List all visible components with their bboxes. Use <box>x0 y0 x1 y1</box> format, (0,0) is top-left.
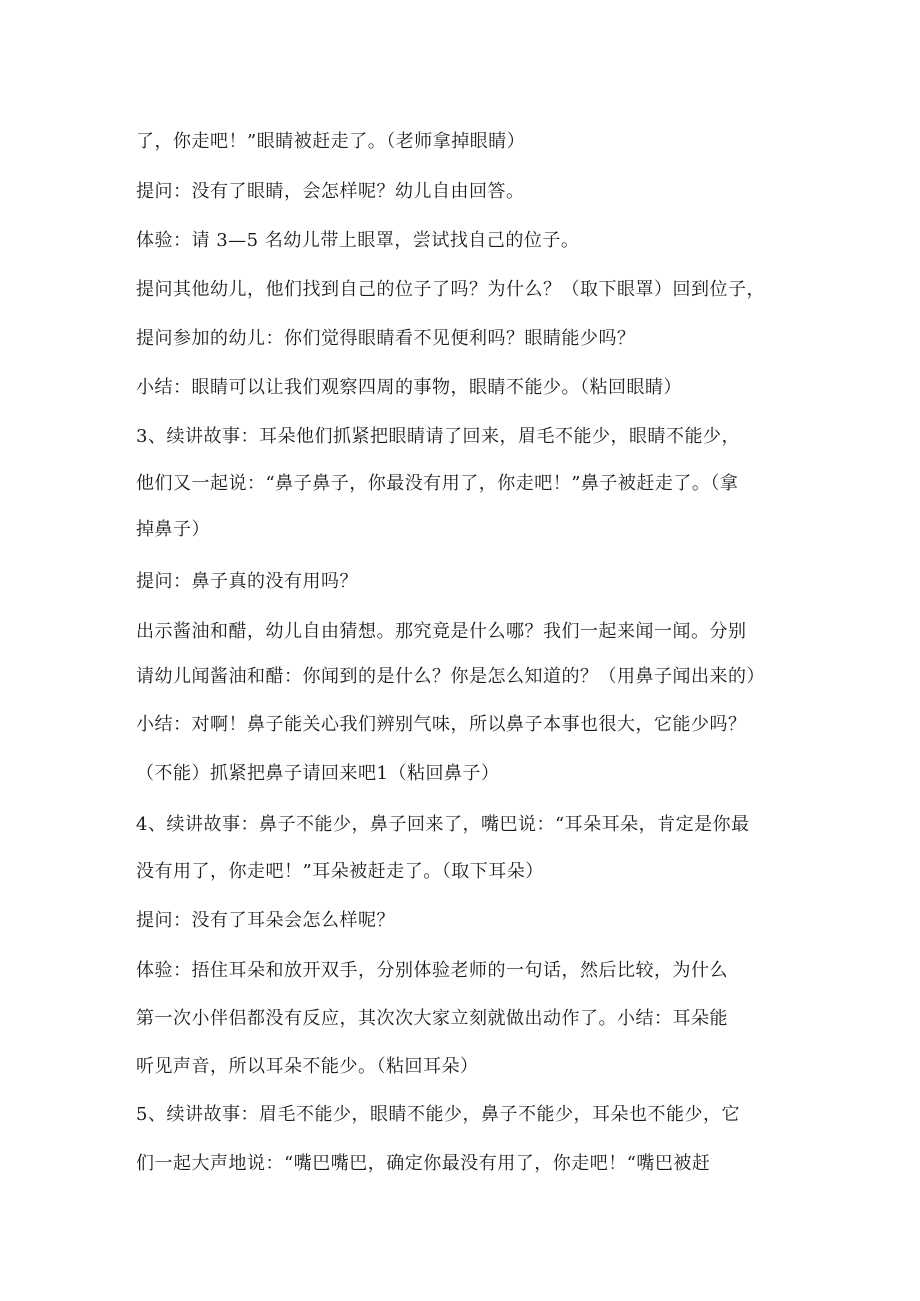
text-line: 们一起大声地说：“嘴巴嘴巴，确定你最没有用了，你走吧！“嘴巴被赶 <box>136 1153 711 1174</box>
text-line: 提问参加的幼儿：你们觉得眼睛看不见便利吗？眼睛能少吗？ <box>136 328 636 349</box>
text-line: 3、续讲故事：耳朵他们抓紧把眼睛请了回来，眉毛不能少，眼睛不能少， <box>136 426 740 447</box>
text-line: 听见声音，所以耳朵不能少。（粘回耳朵） <box>136 1056 479 1077</box>
text-line: 4、续讲故事：鼻子不能少，鼻子回来了，嘴巴说：“耳朵耳朵，肯定是你最 <box>136 814 750 835</box>
text-line: 第一次小伴侣都没有反应，其次次大家立刻就做出动作了。小结：耳朵能 <box>136 1008 728 1029</box>
text-line: 提问：鼻子真的没有用吗？ <box>136 571 358 592</box>
text-line: 体验：捂住耳朵和放开双手，分别体验老师的一句话，然后比较，为什么 <box>136 960 728 981</box>
text-line: 提问：没有了耳朵会怎么样呢？ <box>136 910 395 931</box>
text-line: 小结：对啊！鼻子能关心我们辨别气味，所以鼻子本事也很大，它能少吗？ <box>136 714 747 735</box>
text-line: 掉鼻子） <box>136 519 210 540</box>
text-line: 出示酱油和醋，幼儿自由猜想。那究竟是什么哪？我们一起来闻一闻。分别 <box>136 621 747 642</box>
text-line: 小结：眼睛可以让我们观察四周的事物，眼睛不能少。（粘回眼睛） <box>136 377 682 398</box>
text-line: 没有用了，你走吧！”耳朵被赶走了。（取下耳朵） <box>136 861 544 882</box>
text-line: （不能）抓紧把鼻子请回来吧1（粘回鼻子） <box>136 763 500 784</box>
text-line: 请幼儿闻酱油和醋：你闻到的是什么？你是怎么知道的？（用鼻子闻出来的） <box>136 666 765 687</box>
text-line: 5、续讲故事：眉毛不能少，眼睛不能少，鼻子不能少，耳朵也不能少，它 <box>136 1104 740 1125</box>
text-line: 提问其他幼儿，他们找到自己的位子了吗？为什么？（取下眼罩）回到位子， <box>136 279 765 300</box>
text-line: 体验：请 3—5 名幼儿带上眼罩，尝试找自己的位子。 <box>136 230 580 251</box>
text-line: 他们又一起说：“鼻子鼻子，你最没有用了，你走吧！”鼻子被赶走了。（拿 <box>136 473 739 494</box>
text-line: 了，你走吧！”眼睛被赶走了。（老师拿掉眼睛） <box>136 131 526 152</box>
text-line: 提问：没有了眼睛，会怎样呢？幼儿自由回答。 <box>136 181 525 202</box>
